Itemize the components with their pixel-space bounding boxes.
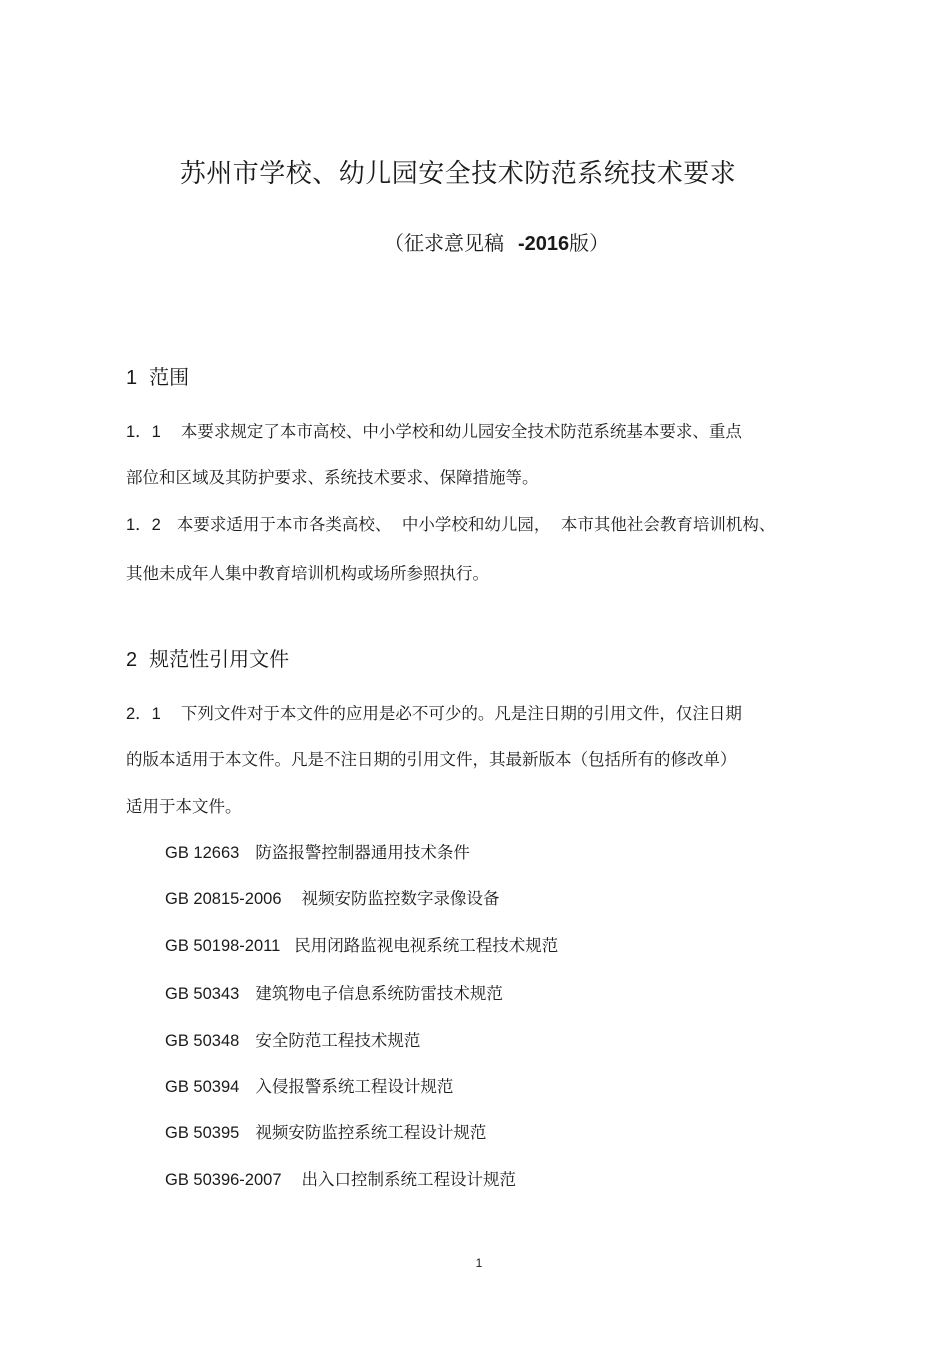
reference-code: GB 50395 [165, 1124, 240, 1142]
reference-item [165, 841, 470, 865]
paragraph-text: 本要求适用于本市各类高校、 中小学校和幼儿园， 本市其他社会教育培训机构、 [176, 515, 776, 534]
reference-title: 安全防范工程技术规范 [255, 1031, 421, 1050]
paragraph-number: 1．1 [126, 423, 161, 441]
reference-code: GB 20815-2006 [165, 890, 282, 908]
paragraph-2-1-line-3: 适用于本文件。 [126, 797, 242, 816]
reference-title: 视频安防监控数字录像设备 [301, 889, 500, 908]
reference-code: GB 50348 [165, 1032, 240, 1050]
reference-item [165, 887, 500, 911]
reference-title: 民用闭路监视电视系统工程技术规范 [294, 936, 559, 955]
section-title: 规范性引用文件 [149, 647, 290, 671]
section-number: 1 [126, 367, 138, 389]
reference-title: 建筑物电子信息系统防雷技术规范 [255, 984, 503, 1003]
paragraph-text: 本要求规定了本市高校、中小学校和幼儿园安全技术防范系统基本要求、重点 [180, 422, 742, 441]
reference-code: GB 50198-2011 [165, 937, 281, 955]
reference-code: GB 50343 [165, 985, 240, 1003]
subtitle-year: -2016 [518, 233, 570, 255]
section-number: 2 [126, 649, 138, 671]
paragraph-2-1-line-2: 的版本适用于本文件。凡是不注日期的引用文件，其最新版本（包括所有的修改单） [126, 750, 737, 769]
subtitle-close: 版） [569, 231, 610, 255]
paragraph-text: 下列文件对于本文件的应用是必不可少的。凡是注日期的引用文件，仅注日期 [180, 704, 742, 723]
paragraph-number: 1．2 [126, 516, 161, 534]
reference-item [165, 1029, 420, 1053]
section-heading-2 [126, 644, 289, 675]
paragraph-1-1-line-1 [126, 420, 742, 444]
section-heading-1 [126, 362, 189, 393]
document-subtitle [384, 228, 609, 259]
document-title: 苏州市学校、幼儿园安全技术防范系统技术要求 [179, 159, 737, 189]
reference-code: GB 50396-2007 [165, 1171, 282, 1189]
page-number: 1 [475, 1256, 483, 1270]
reference-title: 视频安防监控系统工程设计规范 [255, 1123, 487, 1142]
reference-item [165, 934, 558, 958]
paragraph-number: 2．1 [126, 705, 161, 723]
paragraph-1-2-line-1 [126, 513, 775, 537]
reference-item [165, 1168, 516, 1192]
paragraph-1-2-line-2: 其他未成年人集中教育培训机构或场所参照执行。 [126, 564, 489, 583]
reference-title: 入侵报警系统工程设计规范 [255, 1077, 454, 1096]
paragraph-2-1-line-1 [126, 702, 742, 726]
section-title: 范围 [149, 365, 190, 389]
subtitle-open: （征求意见稿 [384, 231, 504, 255]
reference-title: 防盗报警控制器通用技术条件 [255, 843, 470, 862]
reference-code: GB 12663 [165, 844, 240, 862]
reference-item [165, 1121, 486, 1145]
reference-item [165, 982, 503, 1006]
reference-title: 出入口控制系统工程设计规范 [301, 1170, 517, 1189]
reference-item [165, 1075, 453, 1099]
paragraph-1-1-line-2: 部位和区域及其防护要求、系统技术要求、保障措施等。 [126, 468, 539, 487]
reference-code: GB 50394 [165, 1078, 240, 1096]
